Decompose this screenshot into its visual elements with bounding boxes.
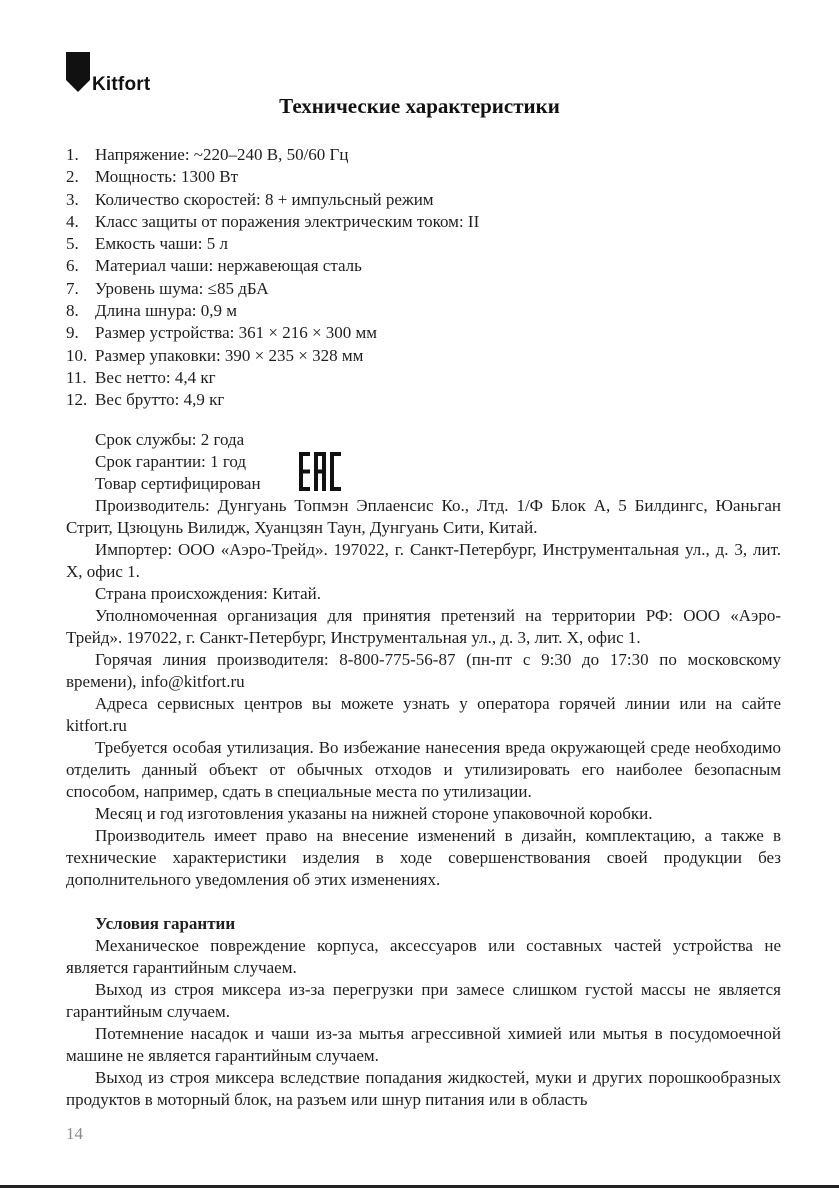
spec-text: Количество скоростей: 8 + импульсный режим [95, 189, 434, 209]
body-text [66, 495, 781, 1111]
brand-name: Kitfort [92, 74, 151, 95]
spec-item [66, 189, 786, 211]
spec-text: Материал чаши: нержавеющая сталь [95, 256, 362, 276]
spec-number: 5. [66, 234, 79, 254]
kitfort-logo-icon [64, 50, 92, 96]
spec-text: Мощность: 1300 Вт [95, 167, 239, 187]
spec-item [66, 322, 786, 344]
spec-number: 11. [66, 367, 87, 387]
spec-text: Уровень шума: ≤85 дБА [95, 278, 269, 298]
spec-text: Емкость чаши: 5 л [95, 234, 228, 254]
warranty-condition: Выход из строя миксера из-за перегрузки при замесе слишком густой массы не является гарантийным случаем. [66, 980, 781, 1021]
service-life: Срок службы: 2 года [95, 430, 245, 449]
spec-number: 4. [66, 211, 79, 231]
spec-number: 8. [66, 301, 79, 321]
page-number: 14 [66, 1124, 83, 1143]
spec-item [66, 300, 786, 322]
origin-paragraph: Страна происхождения: Китай. [95, 584, 322, 603]
spec-item [66, 278, 786, 300]
brand-logo [64, 50, 164, 96]
spec-text: Размер упаковки: 390 × 235 × 328 мм [95, 345, 364, 365]
spec-number: 2. [66, 167, 79, 187]
spec-text: Класс защиты от поражения электрическим током: II [95, 211, 480, 231]
spec-item [66, 211, 786, 233]
spec-number: 6. [66, 256, 79, 276]
specs-list [66, 144, 786, 412]
warranty-condition: Выход из строя миксера вследствие попадания жидкостей, муки и других порошкообразных продуктов в моторный блок, на разъем или шнур питания или в область [66, 1068, 781, 1109]
spec-item [66, 367, 786, 389]
spec-text: Вес нетто: 4,4 кг [95, 367, 216, 387]
spec-number: 3. [66, 189, 79, 209]
spec-item [66, 233, 786, 255]
manufacture-date-paragraph: Месяц и год изготовления указаны на нижней стороне упаковочной коробки. [95, 804, 653, 823]
spec-item [66, 345, 786, 367]
spec-item [66, 255, 786, 277]
warranty-condition: Потемнение насадок и чаши из-за мытья агрессивной химией или мытья в посудомоечной машине не является гарантийным случаем. [66, 1024, 781, 1065]
changes-paragraph: Производитель имеет право на внесение изменений в дизайн, комплектацию, а также в технические характеристики изделия в ходе совершенствования своей продукции без дополнительного уведомления об этих изменениях. [66, 826, 781, 889]
hotline-paragraph: Горячая линия производителя: 8-800-775-56-87 (пн-пт с 9:30 до 17:30 по московскому времени), info@kitfort.ru [66, 650, 781, 691]
section-spacer [66, 891, 781, 913]
spec-number: 10. [66, 345, 88, 365]
spec-item [66, 389, 786, 411]
spec-text: Напряжение: ~220–240 В, 50/60 Гц [95, 145, 349, 164]
spec-text: Размер устройства: 361 × 216 × 300 мм [95, 323, 378, 343]
spec-item [66, 166, 786, 188]
spec-text: Длина шнура: 0,9 м [95, 301, 238, 321]
importer-paragraph: Импортер: ООО «Аэро-Трейд». 197022, г. Санкт-Петербург, Инструментальная ул., д. 3, лит. Х, офис 1. [66, 540, 781, 581]
spec-item [66, 144, 786, 166]
authorized-organization-paragraph: Уполномоченная организация для принятия претензий на территории РФ: ООО «Аэро-Трейд». 197022, г. Санкт-Петербург, Инструментальная ул., д. 3, лит. Х, офис 1. [66, 606, 781, 647]
page-title: Технические характеристики [279, 94, 560, 118]
spec-number: 1. [66, 145, 79, 164]
warranty-heading: Условия гарантии [95, 914, 236, 933]
manufacturer-paragraph: Производитель: Дунгуань Топмэн Эплаенсис Ко., Лтд. 1/Ф Блок А, 5 Билдингс, Юаньган Стрит, Цзюцунь Вилидж, Хуанцзян Таун, Дунгуань Сити, Китай. [66, 496, 781, 537]
spec-number: 12. [66, 390, 88, 410]
certification-note: Товар сертифицирован [95, 474, 261, 493]
service-centers-paragraph: Адреса сервисных центров вы можете узнать у оператора горячей линии или на сайте kitfort.ru [66, 694, 781, 735]
spec-number: 7. [66, 278, 79, 298]
warranty-period: Срок гарантии: 1 год [95, 452, 247, 471]
spec-number: 9. [66, 323, 79, 343]
warranty-condition: Механическое повреждение корпуса, аксессуаров или составных частей устройства не является гарантийным случаем. [66, 936, 781, 977]
spec-text: Вес брутто: 4,9 кг [95, 390, 225, 410]
product-info [95, 429, 261, 495]
disposal-paragraph: Требуется особая утилизация. Во избежание нанесения вреда окружающей среде необходимо отделить данный объект от обычных отходов и утилизировать его наиболее безопасным способом, например, сдать в специальные места по утилизации. [66, 738, 781, 801]
eac-certification-icon [299, 452, 341, 491]
